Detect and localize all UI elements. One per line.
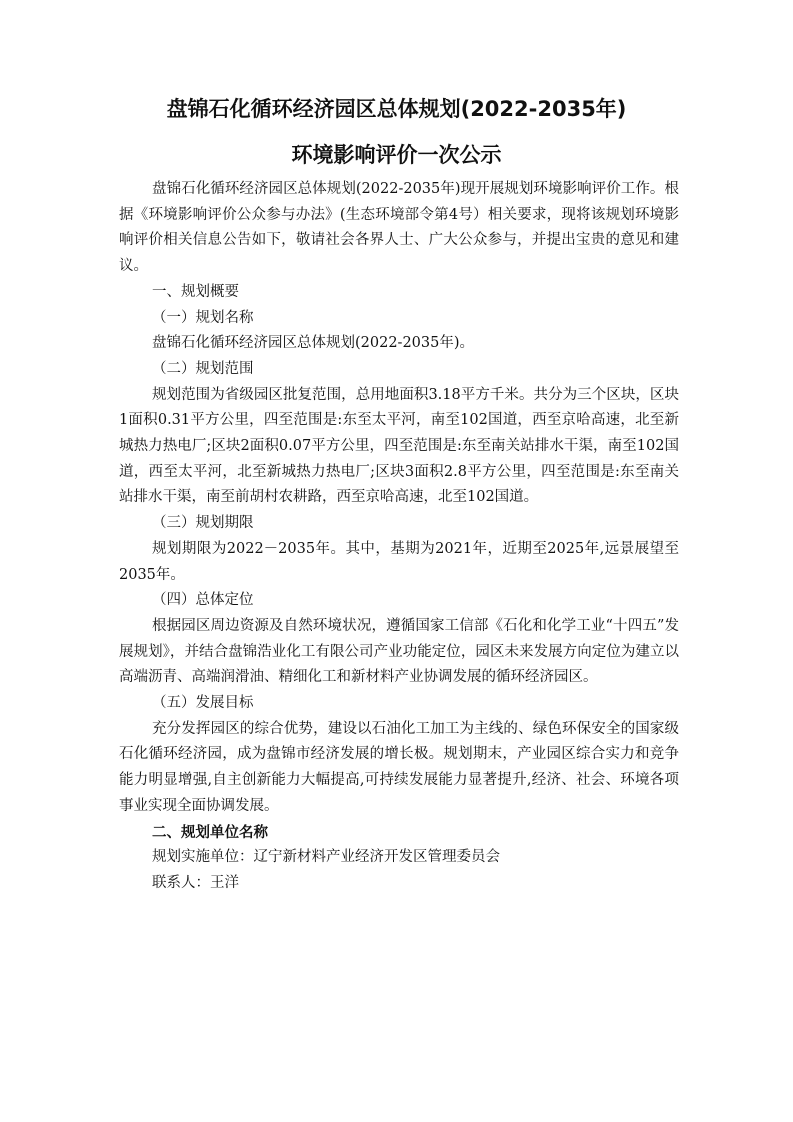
body-paragraph: 盘锦石化循环经济园区总体规划(2022-2035年)。	[152, 335, 475, 352]
subsection-heading: （四）总体定位	[152, 592, 254, 609]
document-title: 盘锦石化循环经济园区总体规划(2022-2035年)	[166, 97, 627, 121]
body-paragraph: 规划范围为省级园区批复范围，总用地面积3.18平方千米。共分为三个区块，区块1面积0.31平方公里，四至范围是:东至太平河，南至102国道，西至京哈高速，北至新城热力热电厂;区块2面积0.07平方公里，四至范围是:东至南关站排水干渠，南至102国道，西至太平河，北至新城热力热电厂;区块3面积2.8平方公里，四至范围是:东至南关站排水干渠，南至前胡村农耕路，西至京哈高速，北至102国道。	[119, 386, 679, 506]
document-subtitle: 环境影响评价一次公示	[291, 143, 502, 167]
body-paragraph: 规划实施单位：辽宁新材料产业经济开发区管理委员会	[152, 849, 500, 866]
body-paragraph: 根据园区周边资源及自然环境状况，遵循国家工信部《石化和化学工业“十四五”发展规划》，并结合盘锦浩业化工有限公司产业功能定位，园区未来发展方向定位为建立以高端沥青、高端润滑油、精细化工和新材料产业协调发展的循环经济园区。	[119, 617, 679, 686]
subsection-heading: （五）发展目标	[152, 695, 254, 712]
section-heading: 二、规划单位名称	[152, 823, 268, 841]
subsection-heading: （二）规划范围	[152, 360, 254, 377]
body-paragraph: 规划期限为2022－2035年。其中，基期为2021年，近期至2025年,远景展望至2035年。	[119, 540, 679, 583]
subsection-heading: （一）规划名称	[152, 309, 254, 326]
section-heading: 一、规划概要	[152, 283, 239, 300]
intro-paragraph: 盘锦石化循环经济园区总体规划(2022-2035年)现开展规划环境影响评价工作。根据《环境影响评价公众参与办法》(生态环境部令第4号）相关要求，现将该规划环境影响评价相关信息公告如下，敬请社会各界人士、广大公众参与，并提出宝贵的意见和建议。	[119, 181, 679, 275]
subsection-heading: （三）规划期限	[152, 515, 254, 532]
body-paragraph: 联系人：王洋	[152, 874, 239, 891]
document-body	[119, 177, 679, 897]
body-paragraph: 充分发挥园区的综合优势，建设以石油化工加工为主线的、绿色环保安全的国家级石化循环经济园，成为盘锦市经济发展的增长极。规划期末，产业园区综合实力和竞争能力明显增强,自主创新能力大幅提高,可持续发展能力显著提升,经济、社会、环境各项事业实现全面协调发展。	[119, 720, 679, 814]
